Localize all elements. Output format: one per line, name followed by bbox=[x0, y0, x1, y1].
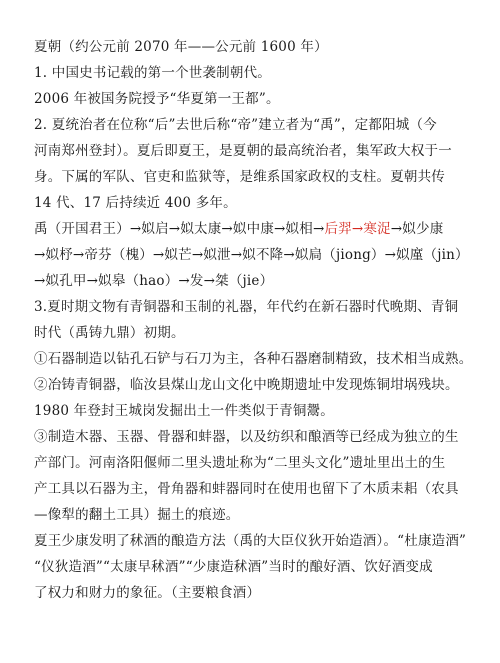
usurper-houyi: 后羿 bbox=[324, 221, 352, 237]
point-2-line-4: 14 代、17 后持续近 400 多年。 bbox=[34, 195, 237, 211]
king-lineage-line-1 bbox=[34, 216, 482, 242]
usurper-hanzhuo: 寒浞 bbox=[363, 221, 391, 237]
circled-item-3-line-4: —像犁的翻土工具）掘土的痕迹。 bbox=[34, 507, 240, 523]
point-1-note: 2006 年被国务院授予“华夏第一王都”。 bbox=[34, 91, 280, 107]
wine-line-2: “仪狄造酒”“太康早秫酒”“少康造秫酒”当时的酿好酒、饮好酒变成 bbox=[34, 559, 433, 575]
wine-line-1: 夏王少康发明了秫酒的酿造方法（禹的大臣仪狄开始造酒）。“杜康造酒” bbox=[34, 533, 467, 549]
point-1: 1. 中国史书记载的第一个世袭制朝代。 bbox=[34, 65, 271, 81]
circled-item-1: ①石器制造以钻孔石铲与石刀为主，各种石器磨制精致，技术相当成熟。 bbox=[34, 351, 473, 367]
point-2-line-3: 身。下属的军队、官吏和监狱等，是维系国家政权的支柱。夏朝共传 bbox=[34, 169, 445, 185]
lineage-start: 禹（开国君王）→姒启→姒太康→姒中康→姒相→ bbox=[34, 221, 325, 237]
circled-item-2-note: 1980 年登封王城岗发掘出土一件类似于青铜鬶。 bbox=[34, 403, 334, 419]
lineage-arrow-red: → bbox=[351, 221, 364, 237]
dynasty-title: 夏朝（约公元前 2070 年——公元前 1600 年） bbox=[34, 39, 328, 55]
point-3-line-2: 时代（禹铸九鼎）初期。 bbox=[34, 325, 185, 341]
circled-item-3-line-3: 产工具以石器为主，骨角器和蚌器同时在使用也留下了木质耒耜（农具 bbox=[34, 481, 459, 497]
point-2-line-2: 河南郑州登封）。夏后即夏王，是夏朝的最高统治者，集军政大权于一 bbox=[34, 143, 452, 159]
point-3-line-1: 3.夏时期文物有青铜器和玉制的礼器，年代约在新石器时代晚期、青铜 bbox=[34, 299, 459, 315]
point-2-line-1: 2. 夏统治者在位称“后”去世后称“帝”建立者为“禹”，定都阳城（今 bbox=[34, 117, 437, 133]
circled-item-3-line-1: ③制造木器、玉器、骨器和蚌器，以及纺织和酿酒等已经成为独立的生 bbox=[34, 429, 459, 445]
king-lineage-line-2: →姒杼→帝芬（槐）→姒芒→姒泄→姒不降→姒扃（jiong）→姒廑（jin） bbox=[34, 247, 469, 263]
circled-item-2: ②冶铸青铜器，临汝县煤山龙山文化中晚期遗址中发现炼铜坩埚残块。 bbox=[34, 377, 459, 393]
circled-item-3-line-2: 产部门。河南洛阳偃师二里头遗址称为“二里头文化”遗址里出土的生 bbox=[34, 455, 446, 471]
king-lineage-line-3: →姒孔甲→姒皋（hao）→发→桀（jie） bbox=[34, 273, 274, 289]
lineage-continue: →姒少康 bbox=[390, 221, 444, 237]
wine-line-3: 了权力和财力的象征。（主要粮食酒） bbox=[34, 585, 261, 601]
